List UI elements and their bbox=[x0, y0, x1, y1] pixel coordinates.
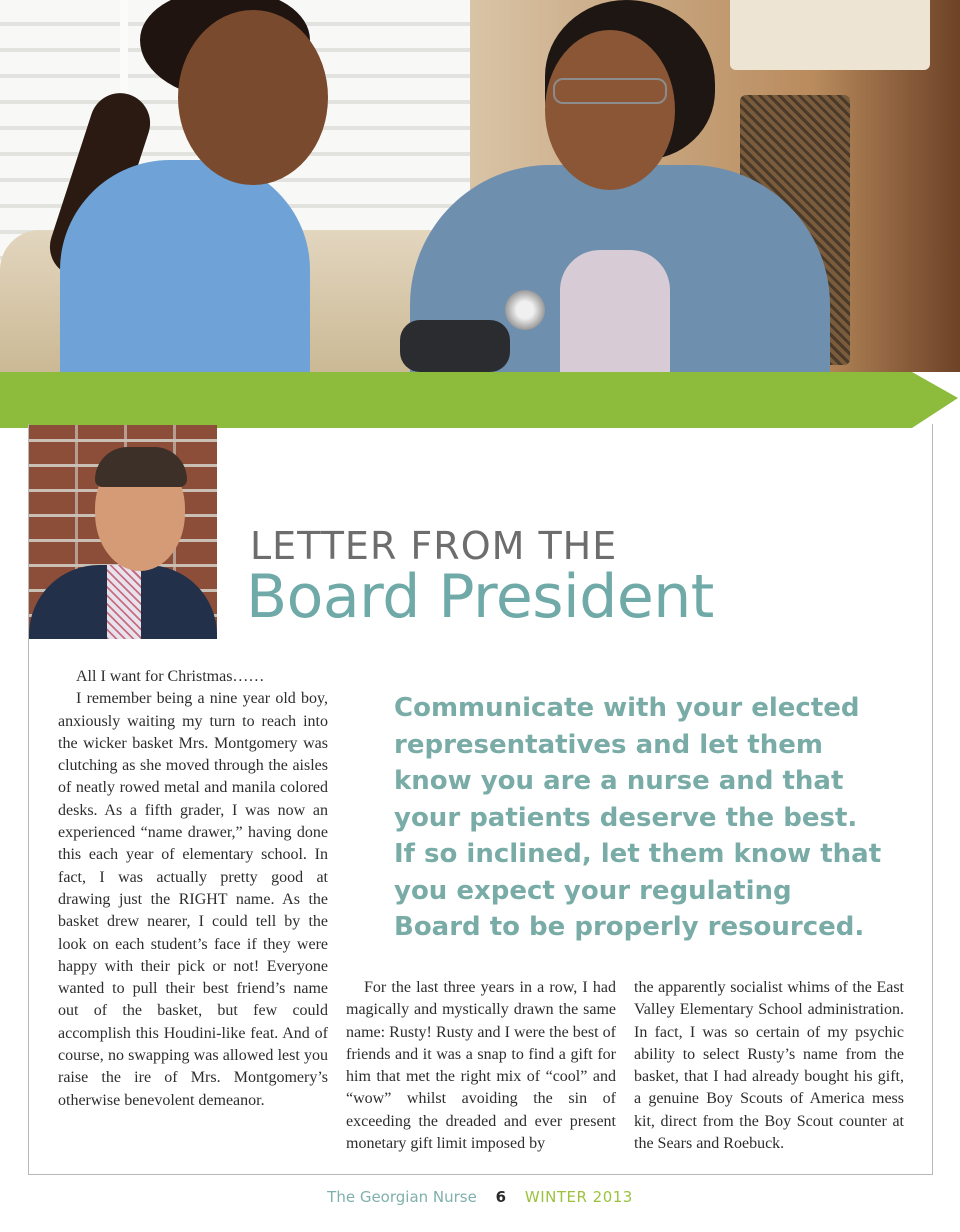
hair bbox=[95, 447, 187, 487]
article-column-middle bbox=[346, 977, 616, 1155]
blood-pressure-cuff bbox=[400, 320, 510, 372]
article-paragraph: I remember being a nine year old boy, anxiously waiting my turn to reach into the wicker basket Mrs. Montgomery was clutching as she moved through the aisles of neatly rowed metal and manila colored desks. As a fifth grader, I was now an experienced “name drawer,” having done this each year of elementary school. In fact, I was actually pretty good at drawing just the RIGHT name. As the basket drew nearer, I could tell by the look on each student’s face if they were happy with their pick or not! Everyone wanted to pull their best friend’s name out of the basket, but few could accomplish this Houdini-like feat. And of course, no swapping was allowed lest you raise the ire of Mrs. Montgomery’s otherwise benevolent demeanor. bbox=[58, 690, 328, 1109]
page-footer bbox=[0, 1188, 960, 1206]
patient-face bbox=[545, 30, 675, 190]
article-opening-line: All I want for Christmas…… bbox=[76, 668, 265, 685]
issue-label: WINTER 2013 bbox=[524, 1188, 633, 1206]
heading-kicker: LETTER FROM THE bbox=[250, 524, 618, 568]
nurse-face bbox=[178, 10, 328, 185]
lamp-shade bbox=[730, 0, 930, 70]
glasses bbox=[553, 78, 667, 104]
article-paragraph-continued: the apparently socialist whims of the East Valley Elementary School administration. In fact, I was so certain of my psychic ability to select Rusty’s name from the basket, that I had already bought his gift, a genuine Boy Scouts of America mess kit, direct from the Boy Scout counter at the Sears and Roebuck. bbox=[634, 979, 904, 1153]
nurse-scrubs bbox=[60, 160, 310, 372]
hero-photo bbox=[0, 0, 960, 372]
article-column-right bbox=[634, 977, 904, 1155]
article-column-left bbox=[58, 666, 328, 1112]
pull-quote: Communicate with your elected representatives and let them know you are a nurse and that your patients deserve the best. If so inclined, let them know that you expect your regulating Board to be properly resourced. bbox=[394, 693, 882, 942]
plaid-shirt bbox=[107, 565, 141, 639]
page-number: 6 bbox=[495, 1188, 507, 1206]
president-portrait bbox=[29, 425, 217, 639]
green-banner bbox=[0, 372, 960, 428]
page-title: Board President bbox=[246, 562, 714, 632]
publication-name: The Georgian Nurse bbox=[327, 1188, 477, 1206]
stethoscope bbox=[505, 290, 545, 330]
patient-undershirt bbox=[560, 250, 670, 372]
article-paragraph: For the last three years in a row, I had magically and mystically drawn the same name: Rusty! Rusty and I were the best of friends and it was a snap to find a gift for him that met the right mix of “cool” and “wow” whilst avoiding the sin of exceeding the dreaded and ever present monetary gift limit imposed by bbox=[346, 979, 616, 1153]
